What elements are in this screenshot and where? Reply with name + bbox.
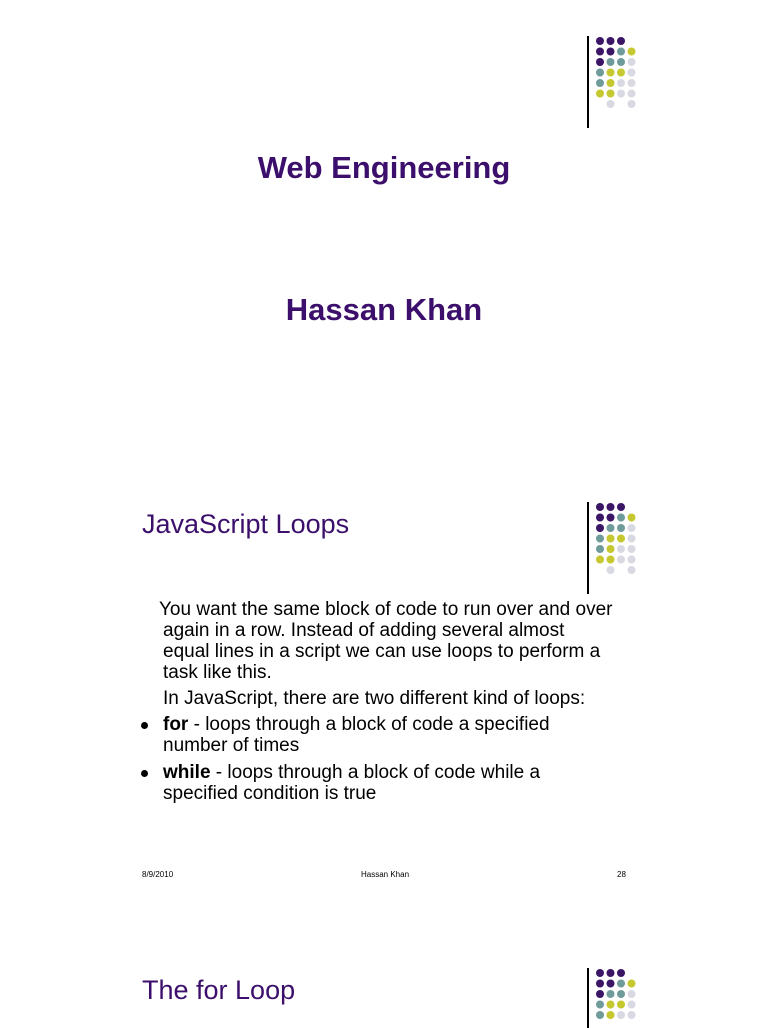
logo-dot [607, 980, 615, 988]
bullet-term: for [163, 714, 189, 735]
logo-dot [607, 524, 615, 532]
logo-dot [628, 990, 636, 998]
logo-dot [617, 535, 625, 543]
logo-dot [617, 1001, 625, 1009]
logo-dot [596, 48, 604, 56]
logo-dot [617, 1011, 625, 1019]
logo-dot [628, 545, 636, 553]
logo-dot [607, 566, 615, 574]
slide-heading-javascript-loops: JavaScript Loops [142, 509, 350, 539]
logo-dot [596, 545, 604, 553]
logo-dot [596, 514, 604, 522]
logo-dot [607, 69, 615, 77]
logo-dot [607, 1001, 615, 1009]
logo-dot [596, 980, 604, 988]
logo-dot [596, 79, 604, 87]
loop-kinds-paragraph: In JavaScript, there are two different kind of loops: [163, 688, 586, 709]
footer-date: 8/9/2010 [142, 870, 174, 879]
logo-dot [607, 58, 615, 66]
logo-dot [628, 1001, 636, 1009]
logo-dot [628, 514, 636, 522]
logo-dot [607, 503, 615, 511]
logo-dot [617, 69, 625, 77]
logo-dot [596, 58, 604, 66]
bullet-icon [141, 770, 148, 777]
bullet-text: - loops through a block of code while a specified condition is true [163, 762, 541, 804]
logo-dot [628, 556, 636, 564]
logo-dot [607, 514, 615, 522]
logo-dot [607, 990, 615, 998]
logo-dot [628, 524, 636, 532]
logo-dot [617, 969, 625, 977]
logo-dot [607, 556, 615, 564]
logo-dot [617, 58, 625, 66]
logo-dot [628, 535, 636, 543]
logo-dot [617, 545, 625, 553]
intro-paragraph: You want the same block of code to run over and over again in a row. Instead of adding several almost equal lines in a script we can use loops to perform a task like this. [159, 599, 613, 683]
presentation-author: Hassan Khan [285, 292, 483, 327]
logo-dot [628, 100, 636, 108]
logo-dot [628, 79, 636, 87]
slide-3-dot-grid-logo [595, 968, 655, 1024]
logo-dot [596, 503, 604, 511]
logo-dot [607, 1011, 615, 1019]
logo-dot [617, 990, 625, 998]
slide-1-dot-grid-logo [595, 36, 655, 118]
logo-dot [617, 556, 625, 564]
logo-dot [628, 90, 636, 98]
logo-dot [596, 556, 604, 564]
logo-dot [607, 969, 615, 977]
footer-author: Hassan Khan [361, 870, 410, 879]
logo-dot [628, 980, 636, 988]
logo-dot [617, 48, 625, 56]
logo-dot [596, 69, 604, 77]
footer-page-number: 28 [617, 870, 626, 879]
slide-2-dot-grid-logo [595, 502, 655, 584]
logo-dot [596, 990, 604, 998]
bullet-text: - loops through a block of code a specified number of times [163, 714, 550, 756]
logo-dot [617, 514, 625, 522]
logo-dot [628, 1011, 636, 1019]
logo-dot [607, 79, 615, 87]
logo-dot [628, 48, 636, 56]
bullet-term: while [163, 762, 211, 783]
logo-dot [628, 566, 636, 574]
slide-2-divider-line [587, 502, 589, 594]
logo-dot [607, 535, 615, 543]
bullet-icon [141, 722, 148, 729]
slide-3-divider-line [587, 968, 589, 1028]
logo-dot [617, 503, 625, 511]
slide-1-divider-line [587, 36, 589, 128]
loop-types-list [138, 714, 598, 810]
logo-dot [596, 524, 604, 532]
logo-dot [617, 37, 625, 45]
logo-dot [596, 535, 604, 543]
logo-dot [617, 90, 625, 98]
logo-dot [607, 90, 615, 98]
logo-dot [617, 980, 625, 988]
logo-dot [607, 48, 615, 56]
logo-dot [628, 58, 636, 66]
logo-dot [596, 37, 604, 45]
logo-dot [596, 969, 604, 977]
logo-dot [628, 69, 636, 77]
list-item-for [138, 714, 598, 756]
logo-dot [596, 90, 604, 98]
list-item-while [138, 762, 598, 804]
presentation-title: Web Engineering [257, 150, 511, 185]
logo-dot [607, 100, 615, 108]
logo-dot [596, 1011, 604, 1019]
slide-heading-for-loop: The for Loop [142, 975, 296, 1005]
logo-dot [607, 37, 615, 45]
logo-dot [617, 524, 625, 532]
logo-dot [596, 1001, 604, 1009]
logo-dot [607, 545, 615, 553]
logo-dot [617, 79, 625, 87]
